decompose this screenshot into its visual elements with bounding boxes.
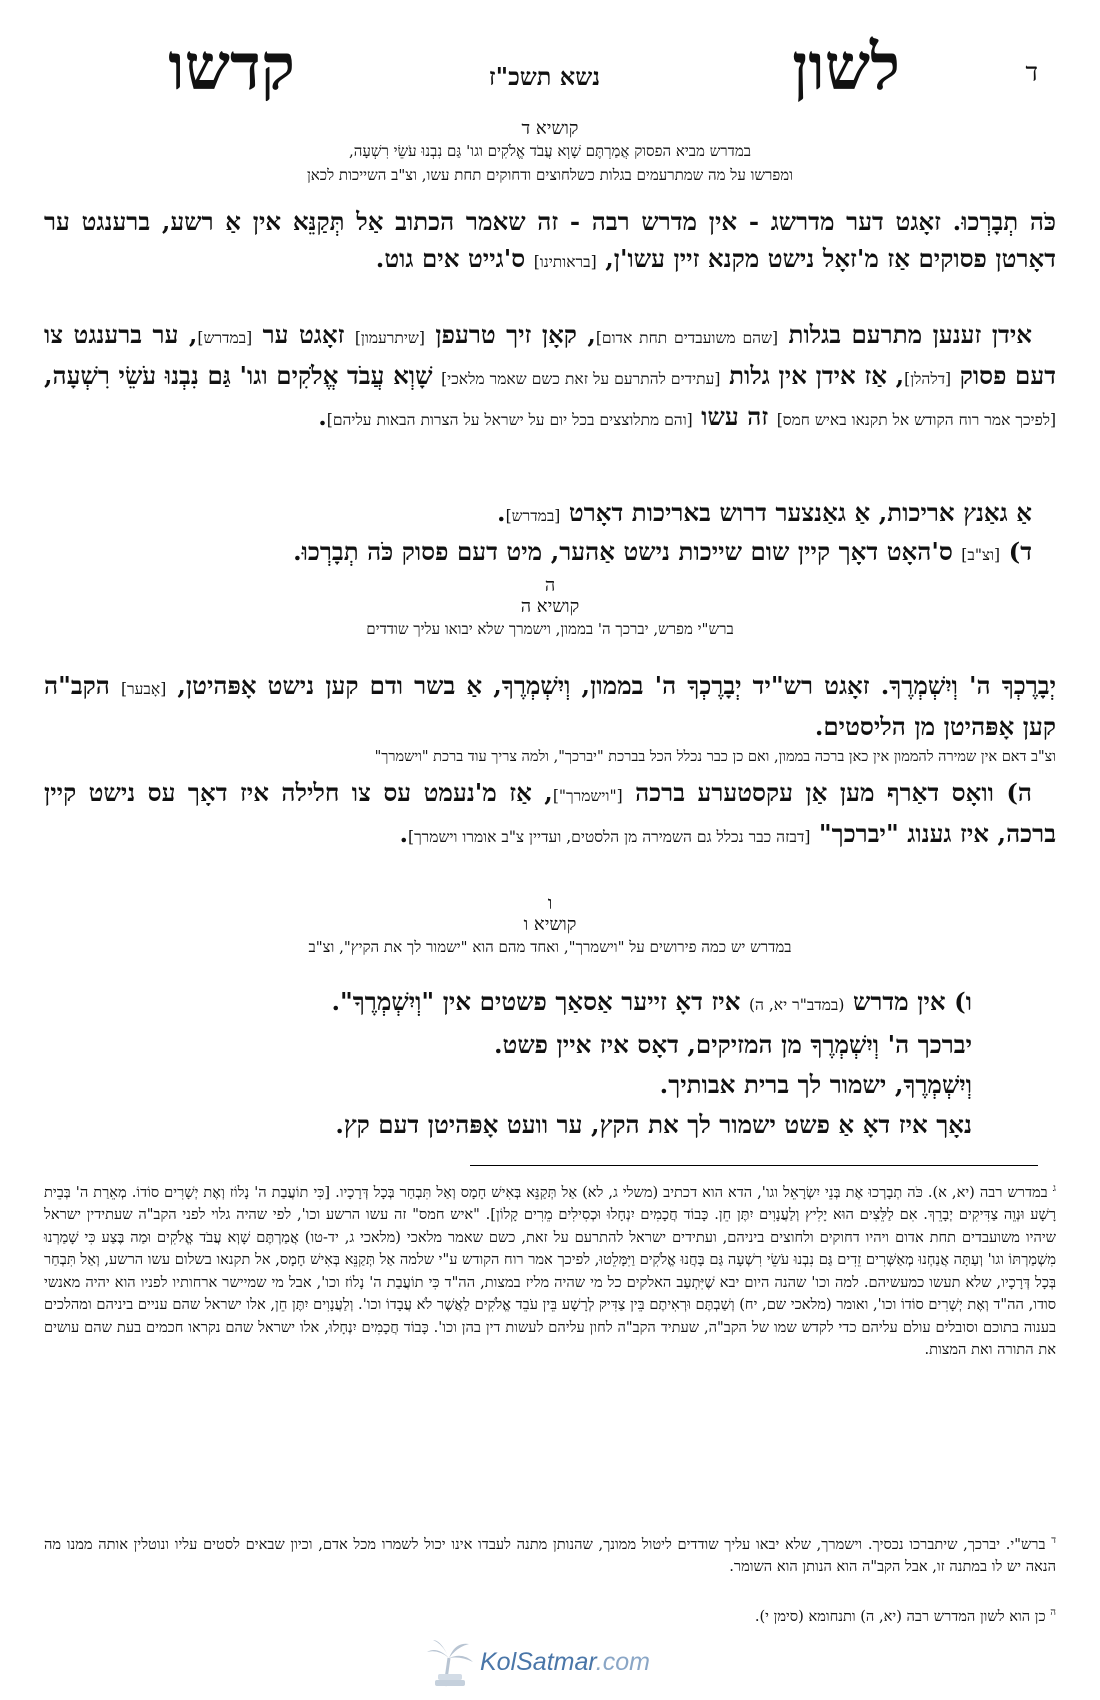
parsha-label: נשא תשכ"ז [488,62,600,91]
body-paragraph: אידן זענען מתרעם בגלות [שהם משועבדים תחת אדום], קאָן זיך טרעפן [שיתרעמון] זאָגט ער [במדרש], ער ברענגט צו דעם פסוק [דלהלן], אַז אידן אין גלות [עתידים להתרעם על זאת כשם שאמר מלאכי] שָׁוְא עֲבֹד אֱלֹקִים וגו' גַּם נִבְנוּ עֹשֵׂי רִשְׁעָה, [לפיכך אמר רוח הקודש אל תקנאו באיש חמס] זה עשו [והם מתלוצצים בכל יום על ישראל על הצרות הבאות עליהם]. [44,320,1056,431]
footnote-d: $^ד$ ברש"י. יברכך, שיתברכו נכסיך. וישמרך, שלא יבאו עליך שודדים ליטול ממונך, שהנותן מתנה לעבדו אינו יכול לשמרו מכל אדם, וכיון שבאים לסטים עליו ונוטלין אותה ממנו מה הנאה יש לו במתנה זו, אבל הקב"ה הוא הנותן הוא השומר. [44,1535,1056,1576]
kushya-v-heading [44,893,1056,959]
footnote-g: $^ג$ במדרש רבה (יא, א). כֹּה תְבָרְכוּ אֶת בְּנֵי יִשְׂרָאֵל וגו', הדא הוא דכתיב (משלי ג, לא) אַל תְּקַנֵּא בְּאִישׁ חָמָס וְאַל תִּבְחַר בְּכָל דְּרָכָיו. [כִּי תוֹעֲבַת ה' נָלוֹז וְאֶת יְשָׁרִים סוֹדוֹ. מְאֵרַת ה' בְּבֵית רָשָׁע וּנְוֵה צַדִּיקִים יְבָרֵךְ. אִם לַלֵּצִים הוּא יָלִיץ וְלַעֲנָוִים יִתֶּן חֵן. כָּבוֹד חֲכָמִים יִנְחָלוּ וּכְסִילִים מֵרִים קָלוֹן]. "איש חמס" זה עשו הרשע וכו', לפי שהיה גלוי לפני הקב"ה שעתידין ישראל שיהיו משועבדים תחת אדום ויהיו דחוקים ולחוצים ביניהם, ועתידים ישראל להתרעם על זאת, כשם שאמר מלאכי (מלאכי ג, יד-טו) אֲמַרְתֶּם שָׁוְא עֲבֹד אֱלֹקִים וּמַה בֶּצַע כִּי שָׁמַרְנוּ מִשְׁמַרְתּוֹ וגו' וְעַתָּה אֲנַחְנוּ מְאַשְּׁרִים זֵדִים גַּם נִבְנוּ עֹשֵׂי רִשְׁעָה גַּם בָּחֲנוּ אֱלֹקִים וַיִּמָּלֵטוּ, לפיכך אמר רוח הקודש ע"י שלמה אַל תְּקַנֵּא בְּאִישׁ חָמָס, אל תקנאו בשלום עשו הרשע, וְאַל תִּבְחַר בְּכָל דְּרָכָיו, שלא תעשו כמעשיהם. למה וכו' שהנה היום יבא שֶׁיִּתְעַב האלקים כל מי שהיה מליז במצות, הה"ד כִּי תוֹעֲבַת ה' נָלוֹז וכו', אבל מי שמיישר ארחותיו לפניו הוא יהיה מאנשי סודו, הה"ד וְאֶת יְשָׁרִים סוֹדוֹ וכו', ואומר (מלאכי שם, יח) וְשַׁבְתֶּם וּרְאִיתֶם בֵּין צַדִּיק לְרָשָׁע בֵּין עֹבֵד אֱלֹקִים לַאֲשֶׁר לֹא עֲבָדוֹ וכו'. וְלַעֲנָוִים יִתֶּן חֵן, אלו ישראל שהם עניים ביניהם ומהלכים בענוה בתוכם וסובלים עולם עליהם כדי לקדש שמו של הקב"ה, שעתיד הקב"ה לחון עליהם לעשות דין בהן וכו'. כָּבוֹד חֲכָמִים יִנְחָלוּ, אלו ישראל שהם נקראו חכמים בעת שהם עושים את התורה ואת המצות. [44,1183,1056,1359]
title-word-left: קדשו [168,30,295,105]
body-paragraph: ד) [וצ"ב] ס'האָט דאָך קיין שום שייכות נישט אַהער, מיט דעם פסוק כֹּה תְבָרְכוּ. [293,537,1032,566]
text-line: נאָך איז דאָ אַ פשט ישמור לך את הקץ, ער וועט אָפּהיטן דעם קץ. [335,1110,972,1139]
footnote-divider [470,1165,1038,1166]
text-line: יברכך ה' וְיִשְׁמְרֶךָ מן המזיקים, דאָס איז איין פשט. [494,1030,972,1059]
text-line: וְיִשְׁמְרֶךָ, ישמור לך ברית אבותיך. [659,1070,972,1099]
kushya-subtitle: במדרש מביא הפסוק אֲמַרְתֶּם שָׁוְא עֲבֹד אֱלֹקִים וגו' גַּם נִבְנוּ עֹשֵׂי רִשְׁעָה, [348,142,751,160]
body-paragraph: יְבָרֶכְךָ ה' וְיִשְׁמְרֶךָ. זאָגט רש"יד יְבָרֶכְךָ ה' בממון, וְיִשְׁמְרֶךָ, אַ בשר ודם קען נישט אָפּהיטן, [אָבער] הקב"ה קען אָפּהיטן מן הליסטים. [44,671,1056,741]
title-word-right: לשון [792,30,900,105]
footnote-h: $^ה$ כן הוא לשון המדרש רבה (יא, ה) ותנחומא (סימן י). [754,1607,1056,1625]
body-paragraph: אַ גאַנץ אריכות, אַ גאַנצער דרוש באריכות דאָרט [במדרש]. [497,498,1032,527]
kushya-d-heading [44,118,1056,187]
note-line: וצ"ב דאם אין שמירה להממון אין כאן ברכה בממון, ואם כן כבר נכלל הכל בברכת "יברכך", ולמה צריך עוד ברכת "וישמרך" [374,749,1056,765]
section-letter: ה [544,575,556,596]
kushya-subtitle: ומפרשו על מה שמתרעמים בגלות כשלחוצים ודחוקים תחת עשו, וצ"ב השייכות לכאן [306,166,793,184]
palm-tree-icon [425,1636,475,1690]
kushya-title: קושיא ה [520,596,580,617]
page-number: ד [1025,58,1038,88]
body-paragraph: ה) וואָס דאַרף מען אַן עקסטערע ברכה ["וישמרך"], אַז מ'נעמט עס צו חלילה איז דאָך עס נישט קיין ברכה, איז גענוג "יברכך" [דבזה כבר נכלל גם השמירה מן הלסטים, ועדיין צ"ב אומרו וישמרך]. [44,778,1056,848]
kushya-title: קושיא ד [521,118,579,139]
kushya-h-heading [44,575,1056,641]
kushya-v-lines [44,982,972,1145]
kushya-title: קושיא ו [523,914,577,935]
kushya-subtitle: במדרש יש כמה פירושים על "וישמרך", ואחד מהם הוא "ישמור לך את הקיץ", וצ"ב [308,938,792,956]
kushya-subtitle: ברש"י מפרש, יברכך ה' בממון, וישמרך שלא יבואו עליך שודדים [366,620,734,638]
text-line: ו) אין מדרש (במדב"ר יא, ה) איז דאָ זייער אַסאַך פשטים אין "וְיִשְׁמְרֶךָ". [331,987,972,1016]
site-watermark [0,1636,1100,1692]
brand-name: KolSatmar.com [480,1648,650,1676]
body-paragraph: כֹּה תְבָרְכוּ. זאָגט דער מדרשג - אין מדרש רבה - זה שאמר הכתוב אַל תְּקַנֵּא אין אַ רשע, ברענגט ער דאָרטן פסוקים אַז מ'זאָל נישט מקנא זיין עשו'ן, [בראותינו] ס'גייט אים גוט. [44,207,1056,273]
section-letter: ו [547,893,553,914]
